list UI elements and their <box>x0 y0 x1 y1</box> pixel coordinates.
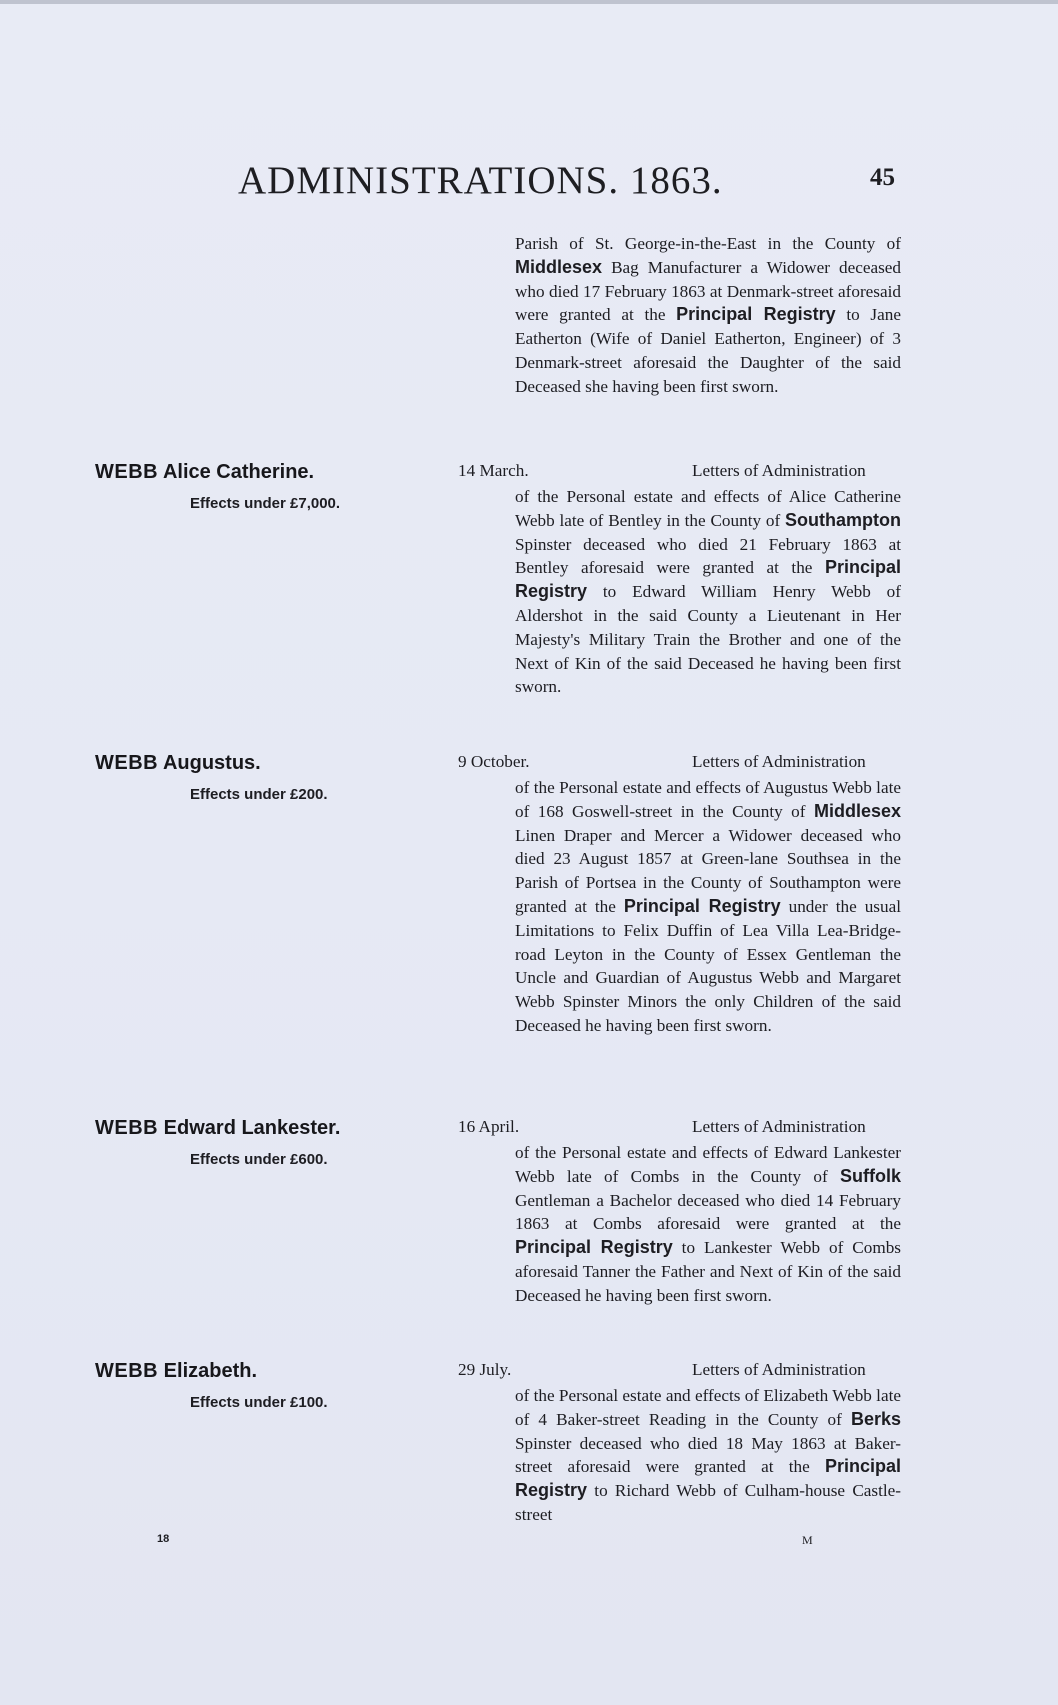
registry-name: Principal Registry <box>676 304 836 325</box>
grant-date: 9 October. <box>458 752 530 771</box>
text-segment: Linen Draper and Mercer a Widower deceased who died 23 August 1857 at Green-lane Southsea in the Parish of Portsea in the County of Southampton were granted at the <box>515 825 901 916</box>
text-segment: to Richard Webb of Culham-house Castle-street <box>515 1481 901 1524</box>
entry-heading: Letters of Administration <box>692 461 866 480</box>
entry-name <box>95 1360 257 1383</box>
gathering-mark: M <box>802 1533 813 1547</box>
grant-date: 29 July. <box>458 1360 512 1379</box>
entry-body <box>515 485 901 699</box>
given-names: Alice Catherine. <box>162 461 315 483</box>
text-segment: Bag Manufacturer a Widower deceased who died 17 February 1863 at Denmark-street aforesaid were granted at the <box>515 257 901 325</box>
text-segment: to Edward William Henry Webb of Aldershot in the said County a Lieutenant in Her Majesty's Military Train the Brother and one of the Next of Kin of the said Deceased he having been first sworn. <box>515 582 901 697</box>
given-names: Augustus. <box>162 752 261 774</box>
effects-value: Effects under £7,000. <box>190 495 341 512</box>
surname: WEBB <box>95 752 159 774</box>
text-segment: of the Personal estate and effects of Alice Catherine Webb late of Bentley in the County of <box>515 487 901 530</box>
registry-name: Principal Registry <box>623 895 781 916</box>
county-name: Berks <box>850 1408 901 1429</box>
page-header <box>0 158 1058 208</box>
page-top-edge <box>0 0 1058 4</box>
entry-body <box>515 1384 901 1527</box>
county-name: Middlesex <box>813 800 901 821</box>
given-names: Edward Lankester. <box>163 1117 341 1139</box>
county-name: Southampton <box>785 509 901 530</box>
signature-mark: 18 <box>157 1533 170 1545</box>
grant-date: 14 March. <box>458 461 529 480</box>
grant-date: 16 April. <box>458 1117 520 1136</box>
text-segment: under the usual Limitations to Felix Duffin of Lea Villa Lea-Bridge-road Leyton in the County of Essex Gentleman the Uncle and Guardian of Augustus Webb and Margaret Webb Spinster Minors the only Children of the said Deceased he having been first sworn. <box>515 896 901 1035</box>
surname: WEBB <box>95 1117 159 1139</box>
text-segment: Spinster deceased who died 18 May 1863 at Baker-street aforesaid were granted at the <box>515 1433 901 1477</box>
registry-name: Principal Registry <box>515 1237 673 1258</box>
county-name: Suffolk <box>840 1165 901 1186</box>
text-segment: to Jane Eatherton (Wife of Daniel Eatherton, Engineer) of 3 Denmark-street aforesaid the Daughter of the said Deceased she having been first sworn. <box>515 305 901 396</box>
effects-value: Effects under £600. <box>190 1151 328 1168</box>
text-segment: of the Personal estate and effects of Edward Lankester Webb late of Combs in the County of <box>515 1143 901 1186</box>
text-segment: Spinster deceased who died 21 February 1863 at Bentley aforesaid were granted at the <box>515 534 901 578</box>
surname: WEBB <box>95 1360 159 1382</box>
county-name: Middlesex <box>515 256 603 277</box>
text-segment: to Lankester Webb of Combs aforesaid Tanner the Father and Next of Kin of the said Deceased he having been first sworn. <box>515 1238 901 1305</box>
effects-value: Effects under £200. <box>190 786 328 803</box>
entry-body <box>515 776 901 1038</box>
entry-body <box>515 1141 901 1308</box>
given-names: Elizabeth. <box>163 1360 258 1382</box>
page-number: 45 <box>870 164 895 191</box>
registry-name: Principal Registry <box>515 557 901 602</box>
entry-name <box>95 1117 340 1140</box>
entry-name <box>95 461 314 484</box>
surname: WEBB <box>95 461 159 483</box>
page-title: ADMINISTRATIONS. 1863. <box>238 159 723 202</box>
continuation-text <box>515 232 901 399</box>
entry-heading: Letters of Administration <box>692 1360 866 1379</box>
text-segment: Gentleman a Bachelor deceased who died 14 February 1863 at Combs aforesaid were granted at the <box>515 1190 901 1234</box>
text-segment: of the Personal estate and effects of Elizabeth Webb late of 4 Baker-street Reading in the County of <box>515 1386 901 1429</box>
text-segment: Parish of St. George-in-the-East in the County of <box>515 234 901 253</box>
text-segment: of the Personal estate and effects of Augustus Webb late of 168 Goswell-street in the County of <box>515 778 901 821</box>
effects-value: Effects under £100. <box>190 1394 328 1411</box>
entry-heading: Letters of Administration <box>692 1117 866 1136</box>
entry-heading: Letters of Administration <box>692 752 866 771</box>
registry-name: Principal Registry <box>515 1456 901 1501</box>
entry-name <box>95 752 261 775</box>
